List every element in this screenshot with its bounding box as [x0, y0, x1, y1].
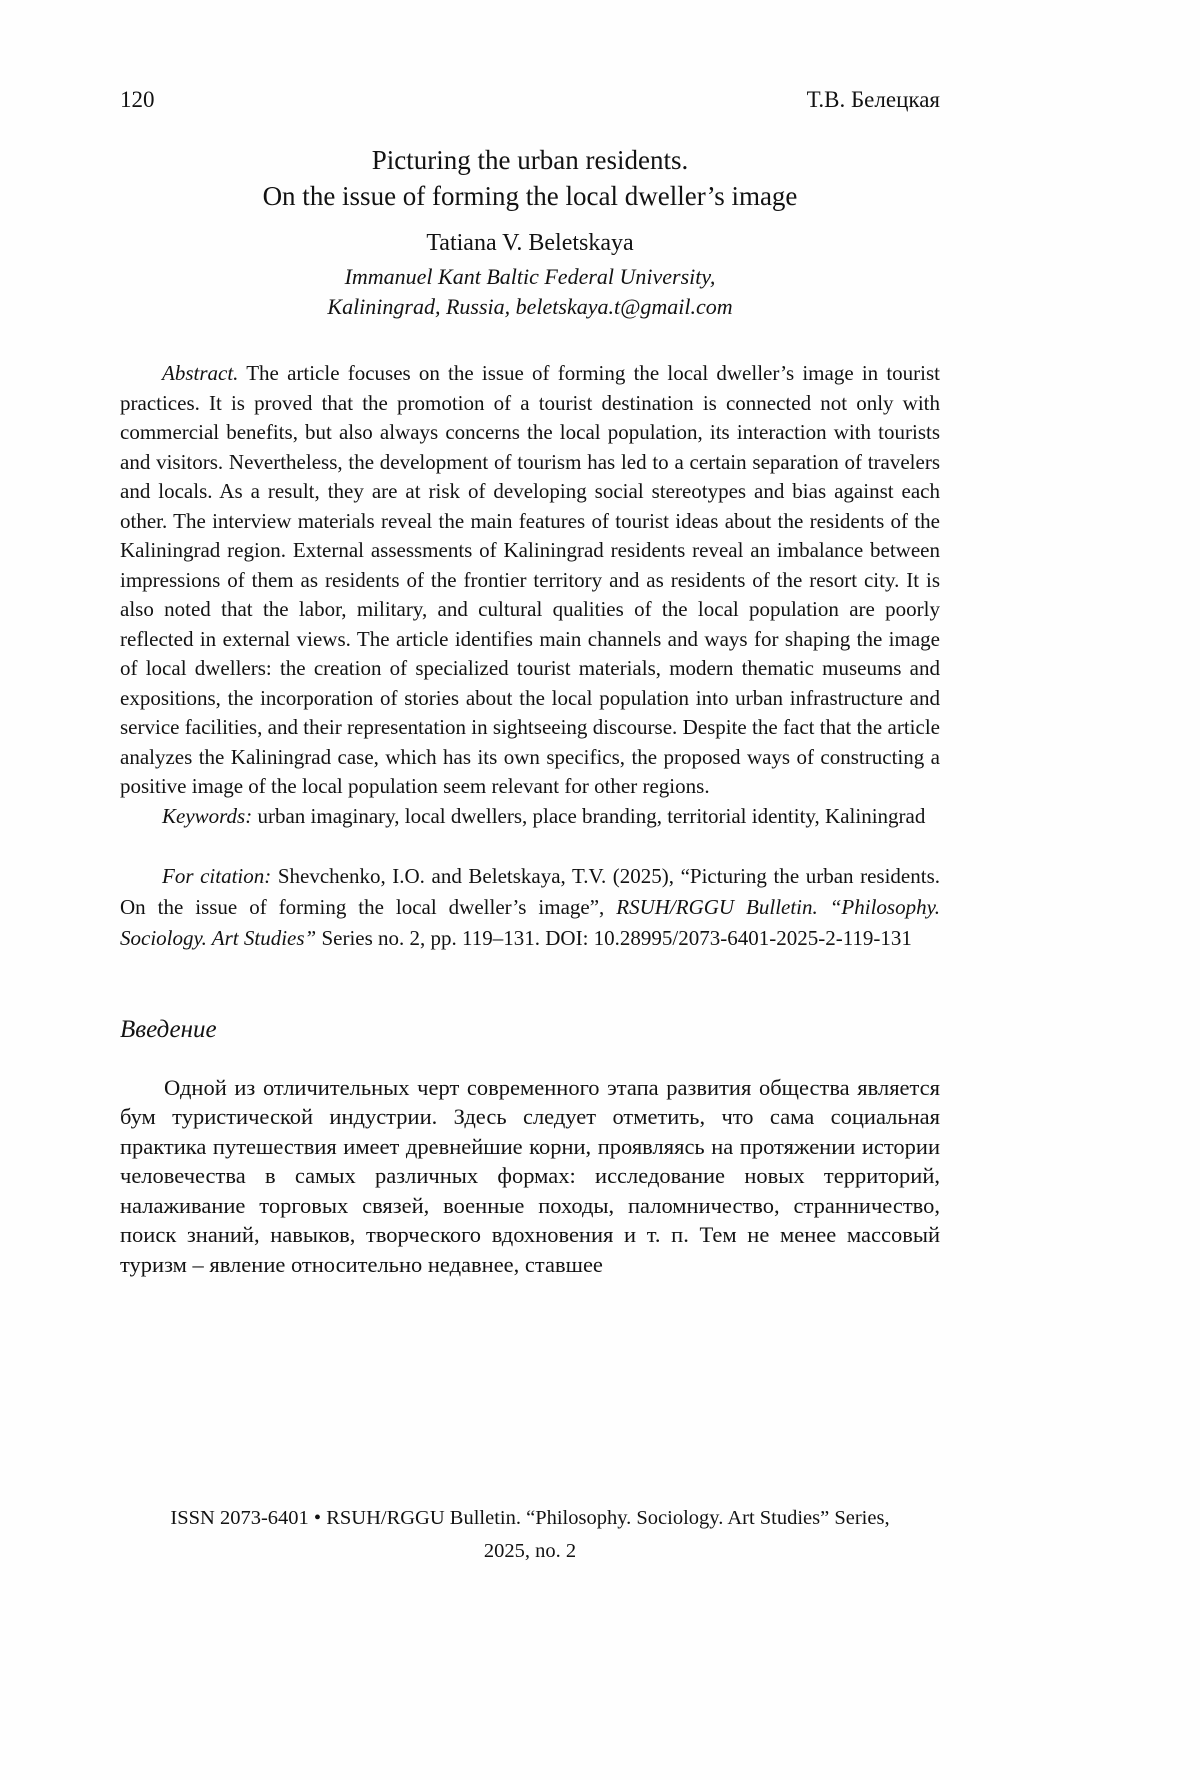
keywords-paragraph [120, 802, 940, 832]
abstract-paragraph [120, 359, 940, 802]
keywords-text: urban imaginary, local dwellers, place branding, territorial identity, Kaliningrad [257, 803, 926, 828]
citation-journal-title: RSUH/RGGU Bulletin. “Philosophy. Sociology. Art Studies” [120, 895, 940, 951]
affiliation-city-email: Kaliningrad, Russia, beletskaya.t@gmail.com [327, 294, 733, 320]
abstract-text: The article focuses on the issue of forming the local dweller’s image in tourist practices. It is proved that the promotion of a tourist destination is connected not only with commercial benefits, but also always concerns the local population, its interaction with tourists and visitors. Nevertheless, the development of tourism has led to a certain separation of travelers and locals. As a result, they are at risk of developing social stereotypes and bias against each other. The interview materials reveal the main features of tourist ideas about the residents of the Kaliningrad region. External assessments of Kaliningrad residents reveal an imbalance between impressions of them as residents of the frontier territory and as residents of the resort city. It is also noted that the labor, military, and cultural qualities of the local population are poorly reflected in external views. The article identifies main channels and ways for shaping the image of local dwellers: the creation of specialized tourist materials, modern thematic museums and expositions, the incorporation of stories about the local population into urban infrastructure and service facilities, and their representation in sightseeing discourse. Despite the fact that the article analyzes the Kaliningrad case, which has its own specifics, the proposed ways of constructing a positive image of the local population seem relevant for other regions. [120, 361, 940, 799]
section-heading-introduction: Введение [120, 1016, 217, 1044]
introduction-paragraph: Одной из отличительных черт современного этапа развития общества является бум туристической индустрии. Здесь следует отметить, что сама социальная практика путешествия имеет древнейшие корни, проявляясь на протяжении истории человечества в самых различных формах: исследование новых территорий, налаживание торговых связей, военные походы, паломничество, странничество, поиск знаний, навыков, творческого вдохновения и т. п. Тем не менее массовый туризм – явление относительно недавнее, ставшее [120, 1074, 940, 1277]
footer-issue: 2025, no. 2 [483, 1540, 577, 1563]
citation-label: For citation: [162, 864, 272, 889]
abstract-label: Abstract. [162, 361, 239, 386]
article-title [120, 142, 940, 215]
article-title-line1: Picturing the urban residents. [371, 144, 689, 175]
footer-issn-journal: ISSN 2073-6401 • RSUH/RGGU Bulletin. “Philosophy. Sociology. Art Studies” Series, [170, 1507, 890, 1530]
author-name: Tatiana V. Beletskaya [426, 230, 634, 257]
citation-paragraph [120, 861, 940, 954]
author-affiliation [120, 262, 940, 324]
page-number: 120 [120, 87, 155, 112]
citation-pages-doi: Series no. 2, pp. 119–131. DOI: 10.28995/2073-6401-2025-2-119-131 [321, 926, 912, 951]
running-header [120, 86, 940, 114]
keywords-label: Keywords: [162, 803, 253, 828]
article-title-line2: On the issue of forming the local dweller’s image [262, 181, 798, 212]
citation-authors-title: Shevchenko, I.O. and Beletskaya, T.V. (2025), “Picturing the urban residents. On the issue of forming the local dweller’s image”, [120, 864, 940, 920]
page-footer [120, 1502, 940, 1568]
running-head-author: Т.В. Белецкая [806, 87, 940, 112]
affiliation-university: Immanuel Kant Baltic Federal University, [344, 263, 716, 289]
